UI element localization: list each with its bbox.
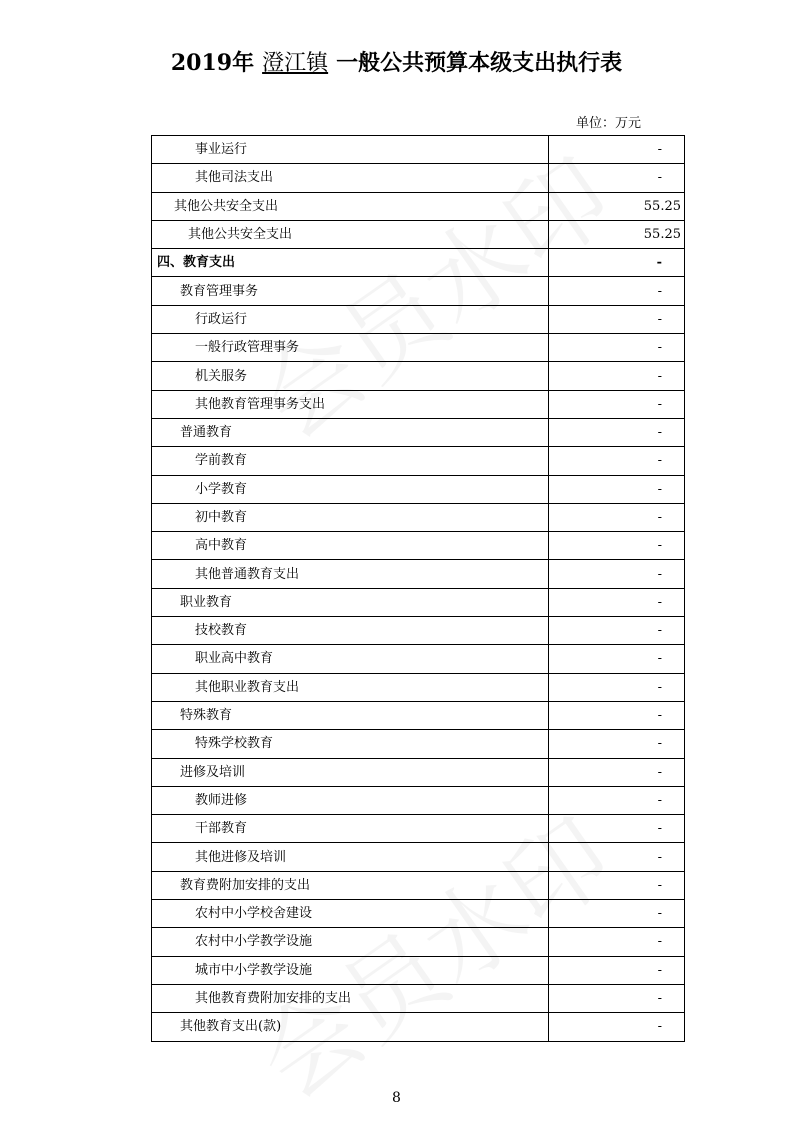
table-row bbox=[152, 164, 685, 192]
table-row bbox=[152, 532, 685, 560]
row-value: - bbox=[549, 532, 685, 560]
table-row bbox=[152, 701, 685, 729]
row-value: - bbox=[549, 730, 685, 758]
table-row bbox=[152, 673, 685, 701]
row-value: - bbox=[549, 588, 685, 616]
row-value: - bbox=[549, 815, 685, 843]
row-name: 四、教育支出 bbox=[152, 249, 549, 277]
table-row bbox=[152, 136, 685, 164]
row-name: 技校教育 bbox=[152, 617, 549, 645]
row-name: 小学教育 bbox=[152, 475, 549, 503]
row-value: - bbox=[549, 843, 685, 871]
row-value: - bbox=[549, 305, 685, 333]
table-row bbox=[152, 334, 685, 362]
table-row bbox=[152, 843, 685, 871]
table-row bbox=[152, 447, 685, 475]
row-name: 干部教育 bbox=[152, 815, 549, 843]
row-name: 城市中小学教学设施 bbox=[152, 956, 549, 984]
row-name: 其他公共安全支出 bbox=[152, 192, 549, 220]
row-value: - bbox=[549, 447, 685, 475]
budget-table bbox=[151, 135, 685, 1042]
row-value: - bbox=[549, 701, 685, 729]
table-row bbox=[152, 192, 685, 220]
row-name: 高中教育 bbox=[152, 532, 549, 560]
table-row bbox=[152, 815, 685, 843]
row-name: 教师进修 bbox=[152, 786, 549, 814]
row-name: 教育管理事务 bbox=[152, 277, 549, 305]
row-value: - bbox=[549, 390, 685, 418]
row-value: - bbox=[549, 928, 685, 956]
row-name: 农村中小学校舍建设 bbox=[152, 900, 549, 928]
row-name: 特殊教育 bbox=[152, 701, 549, 729]
row-name: 初中教育 bbox=[152, 503, 549, 531]
table-row bbox=[152, 220, 685, 248]
table-row bbox=[152, 249, 685, 277]
title-suffix: 一般公共预算本级支出执行表 bbox=[336, 50, 623, 76]
row-name: 其他公共安全支出 bbox=[152, 220, 549, 248]
table-row bbox=[152, 560, 685, 588]
row-value: 55.25 bbox=[549, 220, 685, 248]
row-name: 机关服务 bbox=[152, 362, 549, 390]
table-row bbox=[152, 503, 685, 531]
unit-label: 单位：万元 bbox=[575, 116, 641, 131]
row-value: - bbox=[549, 1013, 685, 1041]
row-value: 55.25 bbox=[549, 192, 685, 220]
row-name: 特殊学校教育 bbox=[152, 730, 549, 758]
row-value: - bbox=[549, 334, 685, 362]
page-title bbox=[0, 46, 793, 77]
table-row bbox=[152, 730, 685, 758]
row-value: - bbox=[549, 645, 685, 673]
table-row bbox=[152, 758, 685, 786]
row-name: 学前教育 bbox=[152, 447, 549, 475]
title-year: 2019年 bbox=[170, 50, 255, 76]
table-row bbox=[152, 617, 685, 645]
row-name: 其他教育费附加安排的支出 bbox=[152, 984, 549, 1012]
table-row bbox=[152, 305, 685, 333]
row-value: - bbox=[549, 362, 685, 390]
row-value: - bbox=[549, 249, 685, 277]
table-row bbox=[152, 900, 685, 928]
table-row bbox=[152, 362, 685, 390]
row-name: 普通教育 bbox=[152, 418, 549, 446]
row-value: - bbox=[549, 900, 685, 928]
row-value: - bbox=[549, 277, 685, 305]
row-value: - bbox=[549, 758, 685, 786]
table-row bbox=[152, 871, 685, 899]
row-name: 其他普通教育支出 bbox=[152, 560, 549, 588]
row-value: - bbox=[549, 617, 685, 645]
row-value: - bbox=[549, 673, 685, 701]
page-number: 8 bbox=[392, 1090, 401, 1106]
row-value: - bbox=[549, 956, 685, 984]
row-value: - bbox=[549, 418, 685, 446]
table-row bbox=[152, 1013, 685, 1041]
row-value: - bbox=[549, 786, 685, 814]
row-name: 农村中小学教学设施 bbox=[152, 928, 549, 956]
row-name: 其他教育支出(款) bbox=[152, 1013, 549, 1041]
table-row bbox=[152, 645, 685, 673]
table-row bbox=[152, 277, 685, 305]
row-name: 职业教育 bbox=[152, 588, 549, 616]
row-name: 一般行政管理事务 bbox=[152, 334, 549, 362]
table-row bbox=[152, 984, 685, 1012]
table-row bbox=[152, 418, 685, 446]
row-name: 其他司法支出 bbox=[152, 164, 549, 192]
table-row bbox=[152, 390, 685, 418]
row-name: 其他进修及培训 bbox=[152, 843, 549, 871]
table-row bbox=[152, 956, 685, 984]
row-value: - bbox=[549, 503, 685, 531]
row-value: - bbox=[549, 475, 685, 503]
row-name: 其他职业教育支出 bbox=[152, 673, 549, 701]
row-name: 职业高中教育 bbox=[152, 645, 549, 673]
row-value: - bbox=[549, 136, 685, 164]
table-row bbox=[152, 786, 685, 814]
table-row bbox=[152, 588, 685, 616]
row-value: - bbox=[549, 560, 685, 588]
title-town: 澄江镇 bbox=[262, 51, 329, 76]
table-row bbox=[152, 475, 685, 503]
row-name: 行政运行 bbox=[152, 305, 549, 333]
row-name: 其他教育管理事务支出 bbox=[152, 390, 549, 418]
row-value: - bbox=[549, 871, 685, 899]
row-name: 进修及培训 bbox=[152, 758, 549, 786]
row-name: 教育费附加安排的支出 bbox=[152, 871, 549, 899]
row-name: 事业运行 bbox=[152, 136, 549, 164]
row-value: - bbox=[549, 164, 685, 192]
table-row bbox=[152, 928, 685, 956]
row-value: - bbox=[549, 984, 685, 1012]
